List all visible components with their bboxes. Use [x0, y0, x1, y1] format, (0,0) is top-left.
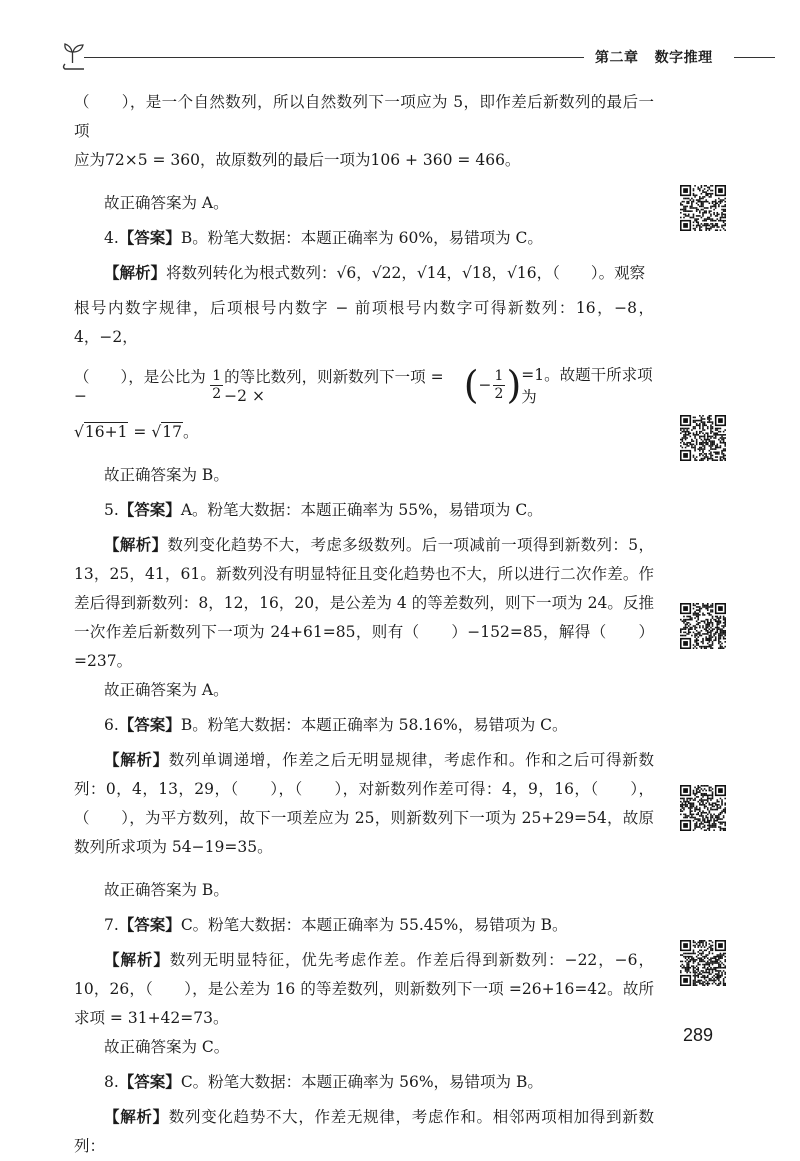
question-5-explanation: 【解析】数列变化趋势不大，考虑多级数列。后一项减前一项得到新数列：5，13，25，41，61。新数列没有明显特征且变化趋势也不大，所以进行二次作差。作差后得到新数列：8，12，16，20，是公差为 4 的等差数列，则下一项为 24。反推一次作差后新数列下一项为 24+61=85，则有（ ）−152=85，解得（ ）=237。: [74, 536, 654, 670]
question-4-explanation: 【解析】将数列转化为根式数列：√6，√22，√14，√18，√16，（ ）。观察: [104, 264, 646, 282]
answer-line: 故正确答案为 B。: [104, 466, 229, 484]
question-6-answer: 6.【答案】B。粉笔大数据：本题正确率为 58.16%，易错项为 C。: [104, 716, 568, 734]
paragraph: 应为72×5 = 360，故原数列的最后一项为106 + 360 = 466。: [74, 151, 521, 169]
qr-code-icon[interactable]: [680, 185, 726, 231]
explanation-label: 【解析】: [104, 1108, 169, 1126]
answer-label: 【答案】: [118, 229, 181, 247]
question-8-answer: 8.【答案】C。粉笔大数据：本题正确率为 56%，易错项为 B。: [104, 1073, 543, 1091]
answer-label: 【答案】: [118, 501, 181, 519]
chapter-title: [595, 47, 713, 67]
explanation-label: 【解析】: [104, 751, 169, 769]
answer-line: 故正确答案为 A。: [104, 681, 229, 699]
paragraph: 根号内数字规律，后项根号内数字 − 前项根号内数字可得新数列：16，−8，4，−2，: [74, 299, 654, 346]
right-paren: ): [506, 363, 522, 407]
explanation-label: 【解析】: [104, 264, 167, 282]
question-5-answer: 5.【答案】A。粉笔大数据：本题正确率为 55%，易错项为 C。: [104, 501, 543, 519]
fraction: $\frac{1}{2}$: [212, 367, 222, 402]
fraction: $\frac{1}{2}$: [494, 367, 504, 402]
answer-line: 故正确答案为 C。: [104, 1038, 230, 1056]
qr-code-icon[interactable]: [680, 415, 726, 461]
question-4-answer: 4.【答案】B。粉笔大数据：本题正确率为 60%，易错项为 C。: [104, 229, 543, 247]
paragraph: （ ），是一个自然数列，所以自然数列下一项应为 5，即作差后新数列的最后一项: [74, 93, 654, 140]
question-7-answer: 7.【答案】C。粉笔大数据：本题正确率为 55.45%，易错项为 B。: [104, 916, 568, 934]
answer-label: 【答案】: [118, 916, 181, 934]
math-line: （ ），是公比为 − $\frac{1}{2}$ 的等比数列，则新数列下一项 = −2 × ( − $\frac{1}{2}$ ) =1。故题干所求项为: [74, 363, 653, 407]
explanation-label: 【解析】: [104, 536, 168, 554]
question-6-explanation: 【解析】数列单调递增，作差之后无明显规律，考虑作和。作和之后可得新数列：0，4，13，29，（ ），（ ），对新数列作差可得：4，9，16，（ ），（ ），为平方数列，故下一项差应为 25，则新数列下一项为 25+29=54，故原数列所求项为 54−19=35。: [74, 751, 654, 856]
sprout-icon: [60, 36, 96, 72]
question-8-explanation: 【解析】数列变化趋势不大，作差无规律，考虑作和。相邻两项相加得到新数列：: [74, 1108, 654, 1155]
qr-code-icon[interactable]: [680, 785, 726, 831]
chapter-label: 第二章: [595, 50, 639, 66]
section-label: 数字推理: [654, 50, 713, 66]
sqrt-line: √16+1 = √17。: [74, 423, 199, 441]
answer-label: 【答案】: [118, 716, 181, 734]
explanation-label: 【解析】: [104, 951, 170, 969]
answer-line: 故正确答案为 A。: [104, 194, 229, 212]
qr-code-icon[interactable]: [680, 603, 726, 649]
answer-line: 故正确答案为 B。: [104, 881, 229, 899]
question-7-explanation: 【解析】数列无明显特征，优先考虑作差。作差后得到新数列：−22，−6，10，26，（ ），是公差为 16 的等差数列，则新数列下一项 =26+16=42。故所求项 = 31+42=73。: [74, 951, 654, 1027]
answer-label: 【答案】: [118, 1073, 181, 1091]
page-number: 289: [683, 1025, 714, 1045]
header-rule-right: [734, 57, 775, 58]
qr-code-icon[interactable]: [680, 940, 726, 986]
left-paren: (: [463, 363, 479, 407]
page-header: [60, 36, 775, 72]
page-body: [74, 88, 654, 1161]
header-rule-left: [84, 57, 584, 58]
